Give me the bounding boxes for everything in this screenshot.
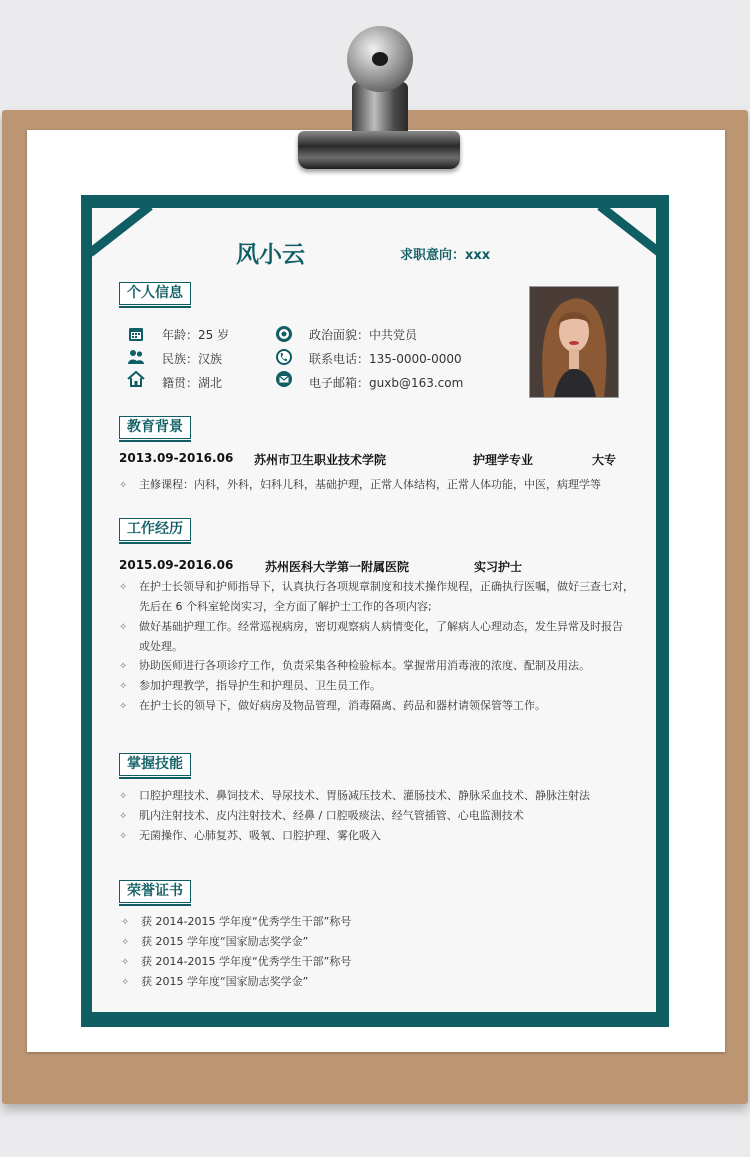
list-item [119, 476, 601, 492]
home-icon [127, 370, 145, 388]
list-item: ✧ 在护士长的领导下，做好病房及物品管理，消毒隔离、药品和器材请领保管等工作。 [119, 699, 546, 712]
email-address: 电子邮箱：guxb@163.com [309, 376, 464, 390]
work-period: 2015.09-2016.06 [119, 558, 234, 572]
list-item: ✧ 在护士长领导和护师指导下，认真执行各项规章制度和技术操作规程，正确执行医嘱，做好三查七对， [119, 580, 634, 593]
list-item: ✧ 口腔护理技术、鼻饲技术、导尿技术、胃肠减压技术、灌肠技术、静脉采血技术、静脉注射法 [119, 789, 590, 802]
bullet-diamond-icon: ✧ [119, 480, 128, 491]
bullet-diamond-icon: ✧ [119, 831, 128, 842]
list-item: ✧ 获 2014-2015 学年度“优秀学生干部”称号 [121, 955, 352, 968]
phone-number: 联系电话：135-0000-0000 [309, 352, 462, 366]
school-name: 苏州市卫生职业技术学院 [254, 453, 387, 467]
company-name: 苏州医科大学第一附属医院 [265, 560, 410, 574]
age: 年龄：25 岁 [162, 328, 230, 342]
bullet-diamond-icon: ✧ [121, 977, 130, 988]
phone-icon [275, 348, 293, 366]
list-item: ✧ 获 2014-2015 学年度“优秀学生干部”称号 [121, 915, 352, 928]
section-work-experience: 工作经历 [119, 518, 191, 541]
work-row [119, 558, 619, 574]
section-skills: 掌握技能 [119, 753, 191, 776]
bullet-diamond-icon: ✧ [119, 811, 128, 822]
list-item: ✧ 无菌操作、心肺复苏、吸氧、口腔护理、雾化吸入 [119, 829, 381, 842]
bullet-diamond-icon: ✧ [121, 917, 130, 928]
section-personal-info: 个人信息 [119, 282, 191, 305]
location-icon [275, 325, 293, 343]
education-row [119, 451, 619, 467]
resume-name: 风小云 [236, 242, 305, 268]
job-title: 实习护士 [474, 560, 523, 574]
mail-icon [275, 370, 293, 388]
bullet-diamond-icon: ✧ [119, 661, 128, 672]
ethnicity: 民族：汉族 [162, 352, 223, 366]
job-intent: 求职意向：xxx [400, 248, 491, 263]
section-education: 教育背景 [119, 416, 191, 439]
education-period: 2013.09-2016.06 [119, 451, 234, 465]
binder-clip [298, 131, 460, 169]
bullet-diamond-icon: ✧ [119, 701, 128, 712]
profile-photo [529, 286, 619, 398]
list-item-continuation: 或处理。 [139, 640, 183, 653]
list-item: ✧ 获 2015 学年度“国家励志奖学金” [121, 975, 309, 988]
degree: 大专 [592, 453, 617, 467]
bullet-diamond-icon: ✧ [119, 681, 128, 692]
bullet-diamond-icon: ✧ [119, 582, 128, 593]
list-item: ✧ 协助医师进行各项诊疗工作，负责采集各种检验标本。掌握常用消毒液的浓度、配制及用法。 [119, 659, 590, 672]
people-icon [127, 348, 145, 366]
political-status: 政治面貌：中共党员 [309, 328, 418, 342]
native-place: 籍贯：湖北 [162, 376, 223, 390]
clip-hole [372, 52, 388, 66]
bullet-diamond-icon: ✧ [119, 622, 128, 633]
calendar-icon [127, 325, 145, 343]
list-item: ✧ 参加护理教学，指导护生和护理员、卫生员工作。 [119, 679, 381, 692]
bullet-diamond-icon: ✧ [119, 791, 128, 802]
major: 护理学专业 [473, 453, 534, 467]
bullet-diamond-icon: ✧ [121, 957, 130, 968]
bullet-diamond-icon: ✧ [121, 937, 130, 948]
courses: 主修课程：内科，外科，妇科儿科，基础护理，正常人体结构，正常人体功能，中医，病理学等 [139, 478, 601, 491]
list-item-continuation: 先后在 6 个科室轮岗实习，全方面了解护士工作的各项内容; [139, 600, 432, 613]
section-honors: 荣誉证书 [119, 880, 191, 903]
list-item: ✧ 做好基础护理工作。经常巡视病房，密切观察病人病情变化，了解病人心理动态，发生异常及时报告 [119, 620, 623, 633]
list-item: ✧ 获 2015 学年度“国家励志奖学金” [121, 935, 309, 948]
list-item: ✧ 肌内注射技术、皮内注射技术、经鼻 / 口腔吸痰法、经气管插管、心电监测技术 [119, 809, 524, 822]
